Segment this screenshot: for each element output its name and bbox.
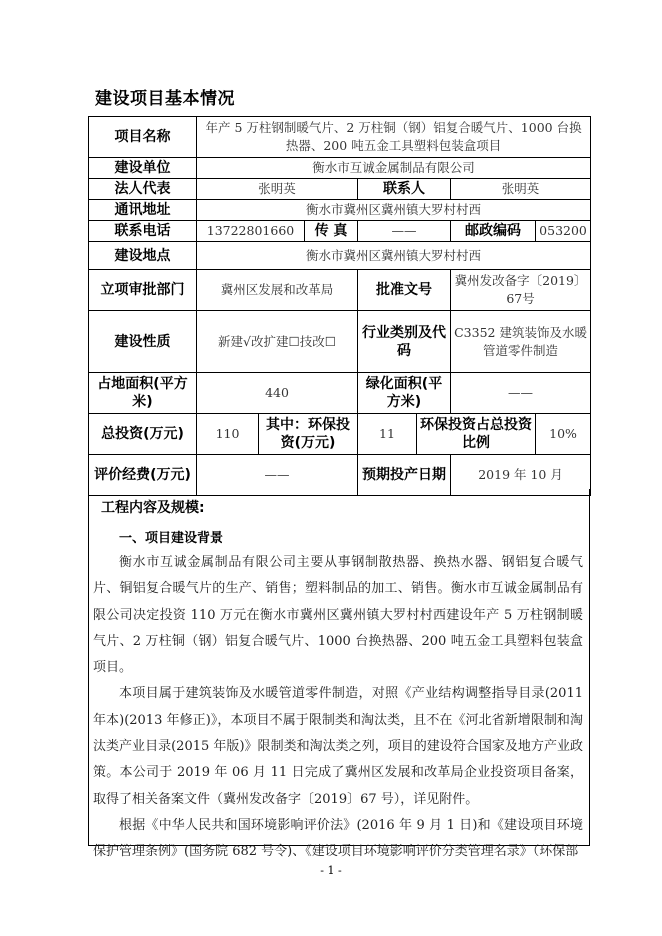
area-label: 占地面积(平方米)	[89, 373, 197, 414]
green-value: ——	[451, 373, 591, 414]
section-title: 工程内容及规模:	[101, 500, 205, 516]
industry-value: C3352 建筑装饰及水暖管道零件制造	[451, 311, 591, 373]
fee-label: 评价经费(万元)	[89, 455, 197, 496]
invest-value: 110	[197, 414, 259, 455]
address-label: 通讯地址	[89, 200, 197, 221]
row-project-name	[89, 117, 591, 158]
contact-value: 张明英	[451, 179, 591, 200]
unit-value: 衡水市互诚金属制品有限公司	[197, 158, 591, 179]
paragraph-1: 衡水市互诚金属制品有限公司主要从事钢制散热器、换热水器、钢铝复合暖气片、铜铝复合暖气片的生产、销售；塑料制品的加工、销售。衡水市互诚金属制品有限公司决定投资 110 万元在衡水市冀州区冀州镇大罗村村西建设年产 5 万柱钢制暖气片、2 万柱铜（钢）铝复合暖气片、1000 台换热器、200 吨五金工具塑料包装盒项目。	[93, 555, 583, 676]
legal-value: 张明英	[197, 179, 358, 200]
row-area	[89, 373, 591, 414]
row-site	[89, 242, 591, 270]
page-number: - 1 -	[320, 864, 342, 877]
nature-value: 新建√改扩建☐技改☐	[197, 311, 358, 373]
ratio-label: 环保投资占总投资比例	[417, 414, 536, 455]
doc-value: 冀州发改备字〔2019〕67号	[451, 270, 591, 311]
unit-label: 建设单位	[89, 158, 197, 179]
legal-label: 法人代表	[89, 179, 197, 200]
row-approval	[89, 270, 591, 311]
doc-label: 批准文号	[358, 270, 451, 311]
project-content-box	[88, 489, 590, 860]
post-value: 053200	[536, 221, 591, 242]
green-label: 绿化面积(平方米)	[358, 373, 451, 414]
project-name-label: 项目名称	[89, 117, 197, 158]
address-value: 衡水市冀州区冀州镇大罗村村西	[197, 200, 591, 221]
row-nature	[89, 311, 591, 373]
approval-value: 冀州区发展和改革局	[197, 270, 358, 311]
phone-label: 联系电话	[89, 221, 197, 242]
row-address	[89, 200, 591, 221]
env-invest-label: 其中：环保投资(万元)	[259, 414, 358, 455]
date-value: 2019 年 10 月	[451, 455, 591, 496]
row-unit	[89, 158, 591, 179]
site-value: 衡水市冀州区冀州镇大罗村村西	[197, 242, 591, 270]
fax-label: 传 真	[305, 221, 358, 242]
page-title: 建设项目基本情况	[95, 89, 235, 109]
post-label: 邮政编码	[451, 221, 536, 242]
invest-label: 总投资(万元)	[89, 414, 197, 455]
row-legal	[89, 179, 591, 200]
contact-label: 联系人	[358, 179, 451, 200]
site-label: 建设地点	[89, 242, 197, 270]
env-invest-value: 11	[358, 414, 417, 455]
phone-value: 13722801660	[197, 221, 305, 242]
row-invest	[89, 414, 591, 455]
project-name-value: 年产 5 万柱钢制暖气片、2 万柱铜（钢）铝复合暖气片、1000 台换热器、200 吨五金工具塑料包装盒项目	[197, 117, 591, 158]
approval-label: 立项审批部门	[89, 270, 197, 311]
row-phone	[89, 221, 591, 242]
fax-value: ——	[358, 221, 451, 242]
basic-info-table	[88, 116, 591, 496]
paragraph-2: 本项目属于建筑装饰及水暖管道零件制造，对照《产业结构调整指导目录(2011 年本)(2013 年修正)》，本项目不属于限制类和淘汰类，且不在《河北省新增限制和淘汰类产业目录(2015 年版)》限制类和淘汰类之列，项目的建设符合国家及地方产业政策。本公司于 2019 年 06 月 11 日完成了冀州区发展和改革局企业投资项目备案，取得了相关备案文件（冀州发改备字〔2019〕67 号），详见附件。	[93, 686, 583, 807]
date-label: 预期投产日期	[358, 455, 451, 496]
area-value: 440	[197, 373, 358, 414]
industry-label: 行业类别及代码	[358, 311, 451, 373]
paragraph-3: 根据《中华人民共和国环境影响评价法》(2016 年 9 月 1 日)和《建设项目环境保护管理条例》(国务院 682 号令)、《建设项目环境影响评价分类管理名录》（环保部	[93, 817, 583, 860]
fee-value: ——	[197, 455, 358, 496]
ratio-value: 10%	[536, 414, 591, 455]
subsection-title: 一、项目建设背景	[119, 531, 224, 546]
nature-label: 建设性质	[89, 311, 197, 373]
